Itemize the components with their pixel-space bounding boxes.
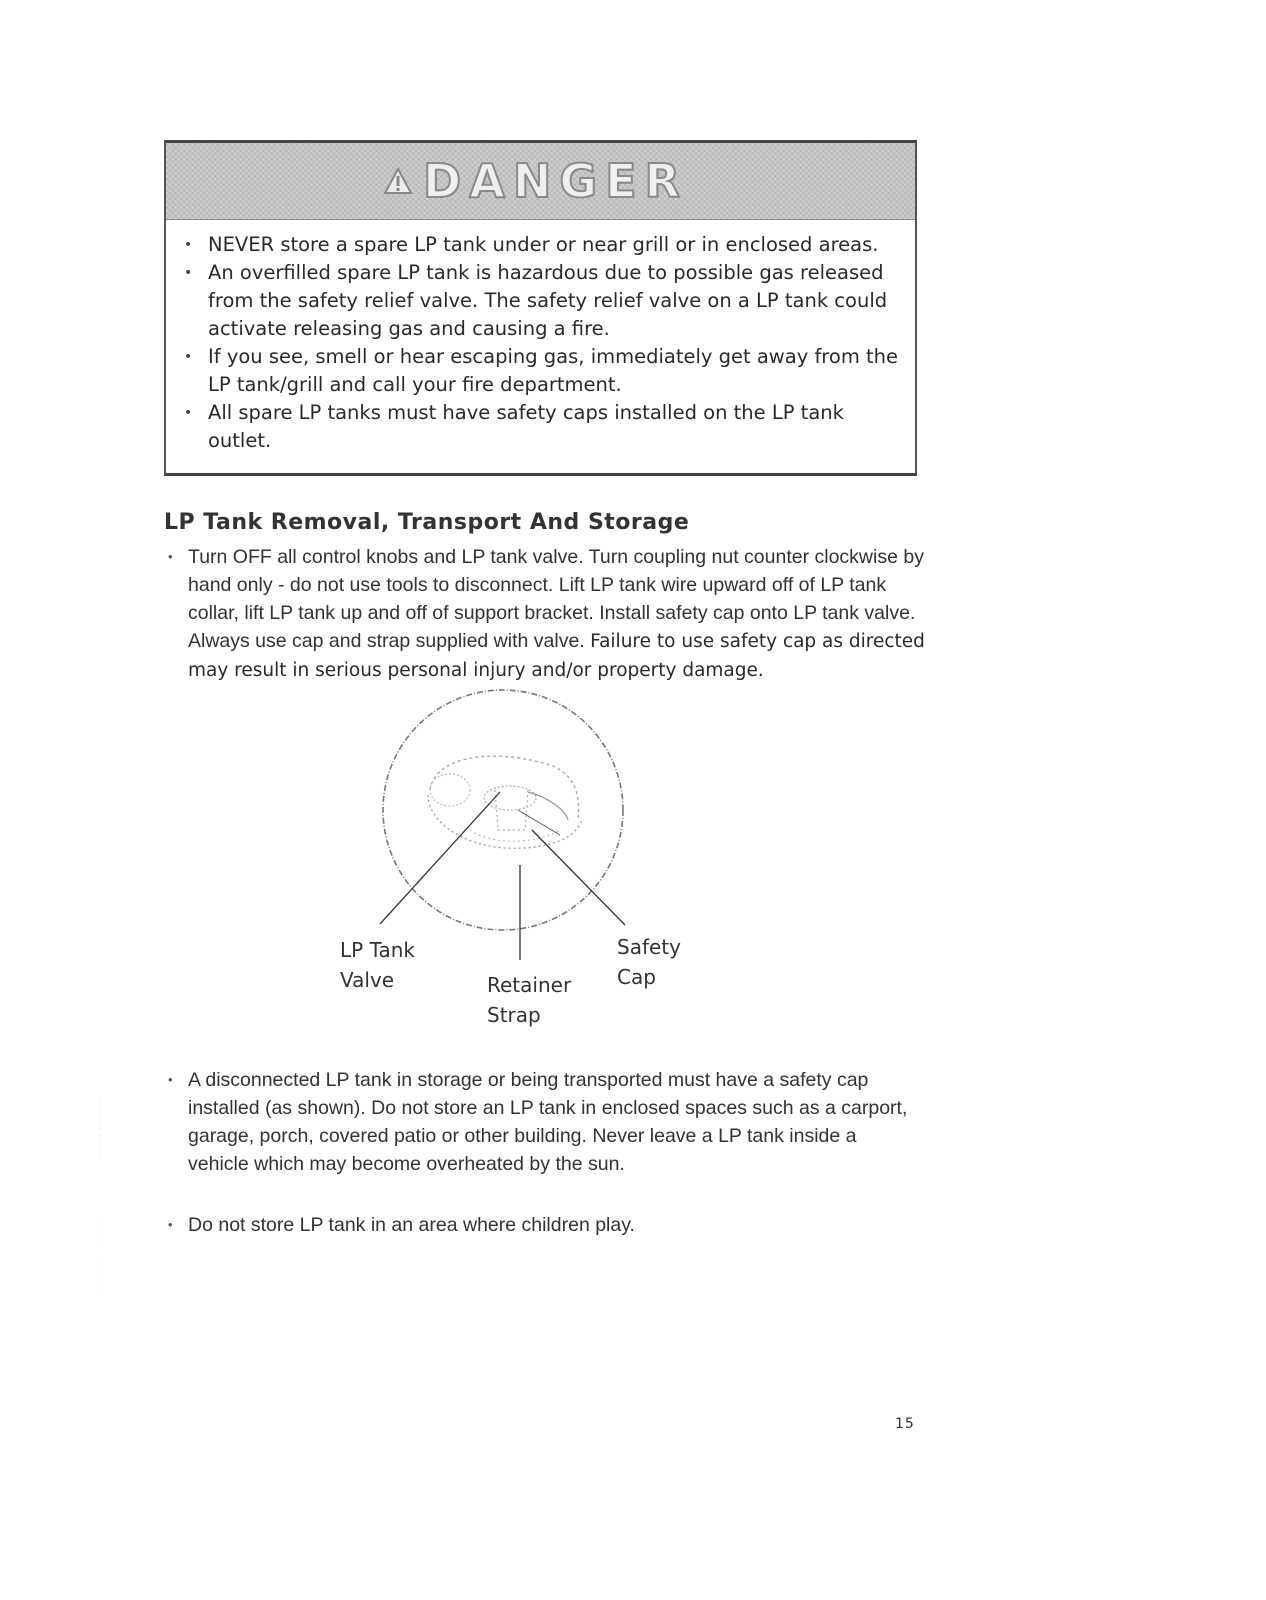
danger-title <box>383 154 688 208</box>
bullet-icon: • <box>168 1217 173 1232</box>
children-text: Do not store LP tank in an area where children play. <box>188 1214 635 1236</box>
danger-header <box>166 143 915 220</box>
section-title: LP Tank Removal, Transport And Storage <box>164 510 690 535</box>
retainer-strap-label: Retainer Strap <box>487 973 572 1027</box>
danger-item: • NEVER store a spare LP tank under or near grill or in enclosed areas. <box>184 231 901 259</box>
page-number: 15 <box>895 1416 915 1432</box>
danger-item: • An overfilled spare LP tank is hazardous due to possible gas released from the safety relief valve. The safety relief valve on a LP tank could activate releasing gas and causing a fire. <box>184 259 901 343</box>
scan-artifact <box>96 1100 116 1300</box>
danger-title-text: DANGER <box>423 154 688 208</box>
danger-list <box>184 231 901 455</box>
instruction-paragraph <box>168 543 928 685</box>
bullet-icon: • <box>168 1072 173 1087</box>
instruction-text: Turn OFF all control knobs and LP tank valve. Turn coupling nut counter clockwise by hand only - do not use tools to disconnect. Lift LP tank wire upward off of LP tank collar, lift LP tank up and off of support bracket. Install safety cap onto LP tank valve. Always use cap and strap supplied with valve. <box>188 546 924 652</box>
lp-tank-valve-label: LP Tank Valve <box>340 938 415 992</box>
warning-triangle-icon <box>383 167 413 195</box>
danger-box <box>164 140 917 476</box>
danger-item: • If you see, smell or hear escaping gas, immediately get away from the LP tank/grill and call your fire department. <box>184 343 901 399</box>
children-paragraph <box>168 1211 908 1239</box>
storage-paragraph <box>168 1066 908 1178</box>
danger-item: • All spare LP tanks must have safety caps installed on the LP tank outlet. <box>184 399 901 455</box>
storage-text: A disconnected LP tank in storage or being transported must have a safety cap installed (as shown). Do not store an LP tank in enclosed spaces such as a carport, garage, porch, covered patio or other building. Never leave a LP tank inside a vehicle which may become overheated by the sun. <box>188 1069 908 1175</box>
safety-cap-label: Safety Cap <box>617 935 681 989</box>
instruction-warning-text: Failure to use safety cap as directed may result in serious personal injury and/or property damage. <box>188 631 925 681</box>
bullet-icon: • <box>168 549 173 564</box>
